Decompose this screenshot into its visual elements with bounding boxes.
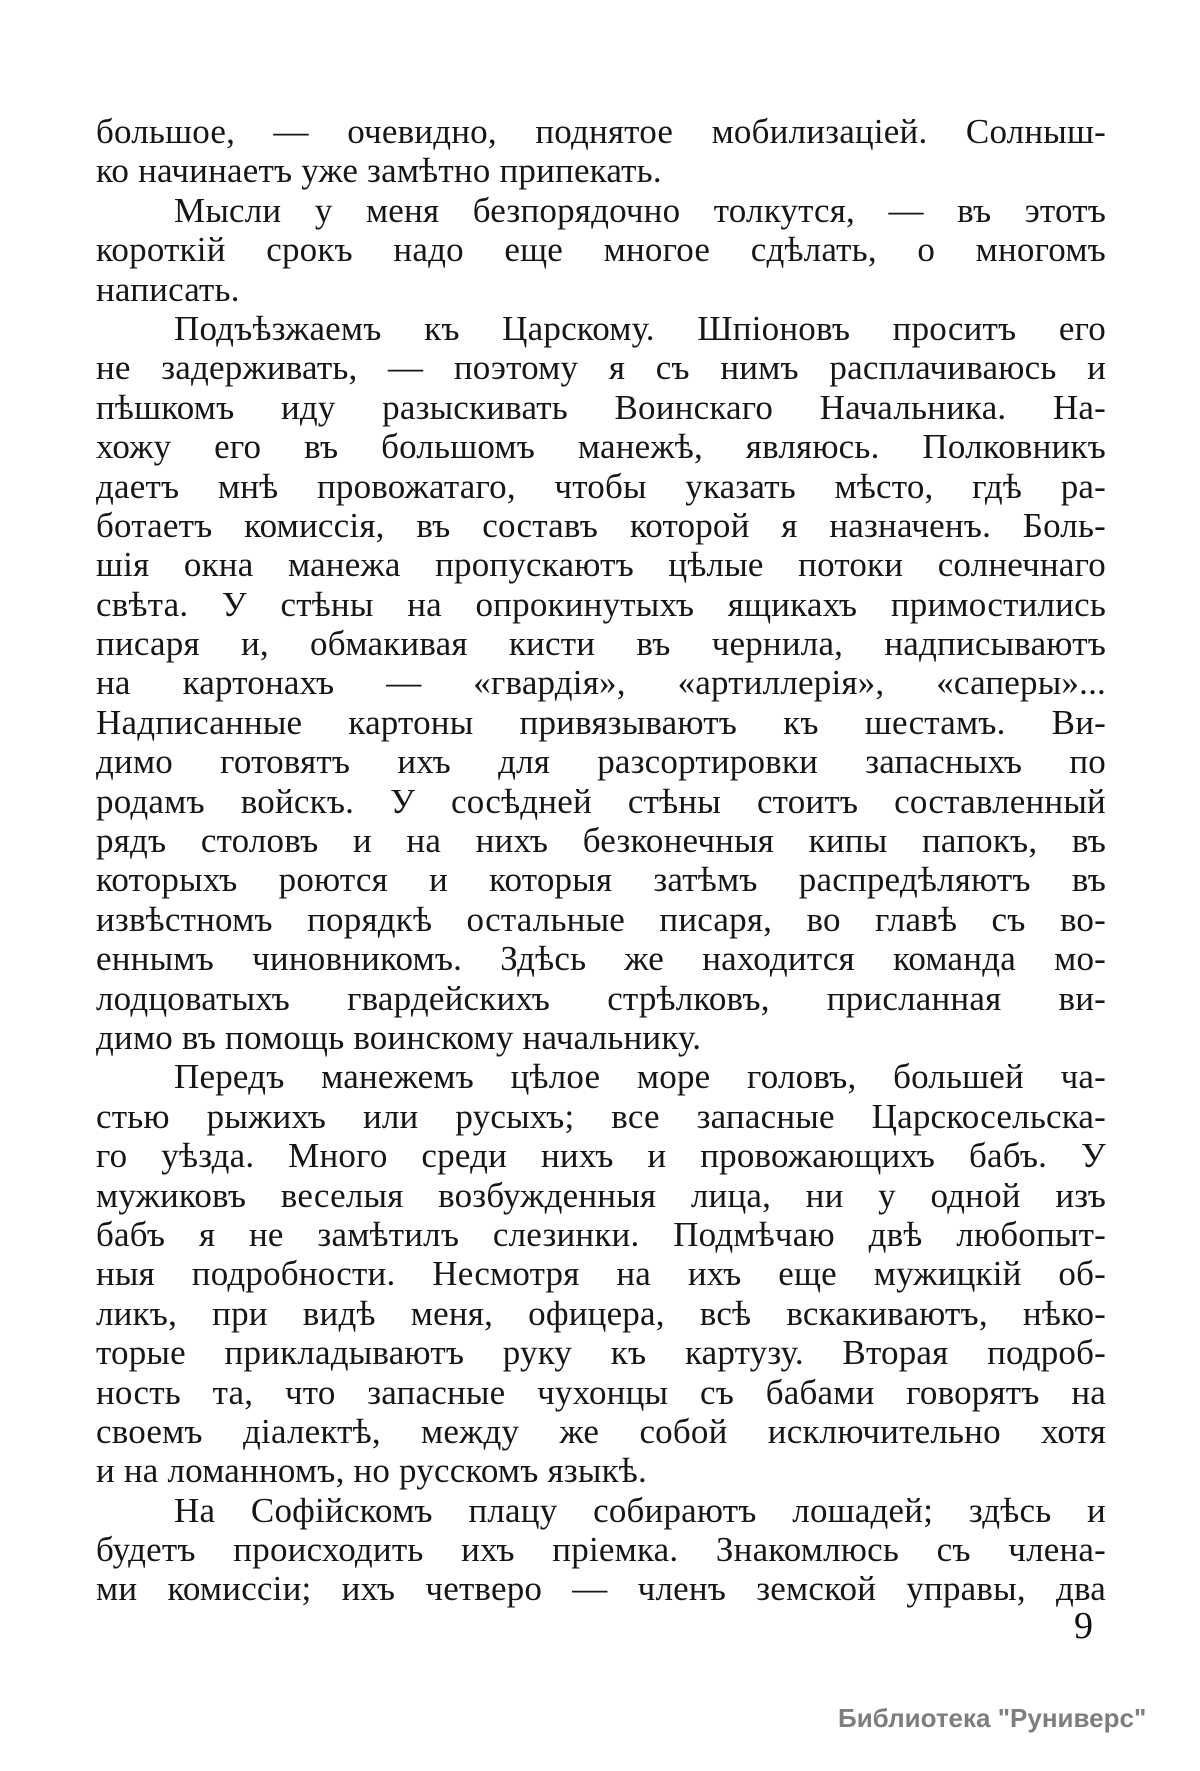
text-line: Надписанные картоны привязываютъ къ шестамъ. Ви-	[96, 702, 1106, 742]
text-line: Передъ манежемъ цѣлое море головъ, большей ча-	[174, 1057, 1106, 1097]
text-line: будетъ происходить ихъ пріемка. Знакомлюсь съ члена-	[96, 1530, 1106, 1570]
text-line: ныя подробности. Несмотря на ихъ еще мужицкій об-	[96, 1254, 1106, 1294]
text-line: ность та, что запасные чухонцы съ бабами говорятъ на	[96, 1372, 1106, 1412]
text-line: димо готовятъ ихъ для разсортировки запасныхъ по	[96, 742, 1106, 782]
text-line: своемъ діалектѣ, между же собой исключительно хотя	[96, 1411, 1106, 1451]
text-line: родамъ войскъ. У сосѣдней стѣны стоитъ составленный	[96, 781, 1106, 821]
text-line: хожу его въ большомъ манежѣ, являюсь. Полковникъ	[96, 427, 1106, 467]
text-line: пѣшкомъ иду разыскивать Воинскаго Начальника. На-	[96, 387, 1106, 427]
text-line: рядъ столовъ и на нихъ безконечныя кипы папокъ, въ	[96, 821, 1106, 861]
text-line: не задерживать, — поэтому я съ нимъ расплачиваюсь и	[96, 348, 1106, 388]
text-line: большое, — очевидно, поднятое мобилизаціей. Солныш-	[96, 112, 1106, 151]
text-line: еннымъ чиновникомъ. Здѣсь же находится команда мо-	[96, 939, 1106, 979]
text-line: даетъ мнѣ провожатаго, чтобы указать мѣсто, гдѣ ра-	[96, 466, 1106, 506]
text-line: бабъ я не замѣтилъ слезинки. Подмѣчаю двѣ любопыт-	[96, 1214, 1106, 1254]
text-line: На Софійскомъ плацу собираютъ лошадей; здѣсь и	[174, 1490, 1106, 1530]
text-line: извѣстномъ порядкѣ остальные писаря, во главѣ съ во-	[96, 899, 1106, 939]
text-line: торые прикладываютъ руку къ картузу. Вторая подроб-	[96, 1333, 1106, 1373]
text-line: ко начинаетъ уже замѣтно припекать.	[96, 151, 662, 191]
text-line: свѣта. У стѣны на опрокинутыхъ ящикахъ примостились	[96, 584, 1106, 624]
text-line: ликъ, при видѣ меня, офицера, всѣ вскакиваютъ, нѣко-	[96, 1293, 1106, 1333]
library-watermark: Библиотека "Руниверс"	[838, 1703, 1147, 1733]
text-line: Подъѣзжаемъ къ Царскому. Шпіоновъ проситъ его	[174, 308, 1106, 348]
text-line: на картонахъ — «гвардія», «артиллерія», «саперы»...	[96, 663, 1106, 703]
text-line: ботаетъ комиссія, въ составъ которой я назначенъ. Боль-	[96, 505, 1106, 545]
text-line: которыхъ роются и которыя затѣмъ распредѣляютъ въ	[96, 860, 1106, 900]
text-block	[96, 112, 1106, 1609]
text-line: писаря и, обмакивая кисти въ чернила, надписываютъ	[96, 624, 1106, 664]
text-line: шія окна манежа пропускаютъ цѣлые потоки солнечнаго	[96, 545, 1106, 585]
text-line: го уѣзда. Много среди нихъ и провожающихъ бабъ. У	[96, 1136, 1106, 1176]
text-line: мужиковъ веселыя возбужденныя лица, ни у одной изъ	[96, 1175, 1106, 1215]
text-line: стью рыжихъ или русыхъ; все запасные Царскосельска-	[96, 1096, 1106, 1136]
text-line: написать.	[96, 269, 240, 309]
text-line: короткій срокъ надо еще многое сдѣлать, о многомъ	[96, 230, 1106, 270]
page-number: 9	[1074, 1605, 1093, 1647]
text-line: и на ломанномъ, но русскомъ языкѣ.	[96, 1451, 647, 1491]
text-line: лодцоватыхъ гвардейскихъ стрѣлковъ, присланная ви-	[96, 978, 1106, 1018]
text-line: димо въ помощь воинскому начальнику.	[96, 1017, 702, 1057]
text-line: Мысли у меня безпорядочно толкутся, — въ этотъ	[174, 190, 1106, 230]
text-line: ми комиссіи; ихъ четверо — членъ земской управы, два	[96, 1569, 1106, 1609]
